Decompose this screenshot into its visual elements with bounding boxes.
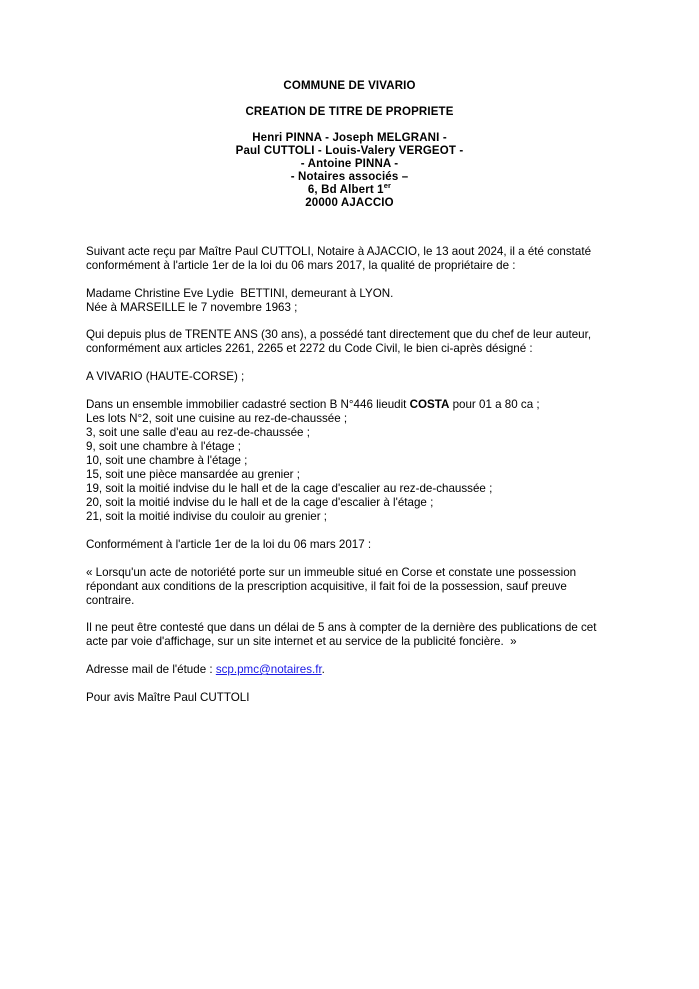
header-address-text: 6, Bd Albert 1: [307, 184, 384, 196]
paragraph-citation-line-3: contraire.: [86, 593, 135, 607]
paragraph-acte-line-2: conformément à l'article 1er de la loi du 06 mars 2017, la qualité de propriétaire de :: [86, 259, 516, 273]
cadastre-prefix: Dans un ensemble immobilier cadastré section B N°446 lieudit: [86, 397, 410, 411]
paragraph-acte: [86, 245, 613, 273]
paragraph-personne-line-2: Née à MARSEILLE le 7 novembre 1963 ;: [86, 300, 298, 314]
paragraph-possession: [86, 328, 613, 356]
notaire-line-4: - Notaires associés –: [290, 171, 409, 183]
paragraph-signature-line-1: Pour avis Maître Paul CUTTOLI: [86, 690, 250, 704]
cadastre-lieudit: COSTA: [409, 397, 450, 411]
paragraph-possession-line-1: Qui depuis plus de TRENTE ANS (30 ans), a possédé tant directement que du chef de leur auteur,: [86, 328, 592, 342]
lot-item: 21, soit la moitié indivise du couloir au grenier ;: [86, 510, 328, 524]
lot-item: 3, soit une salle d'eau au rez-de-chaussée ;: [86, 425, 310, 439]
header-spacer-2: [0, 119, 699, 132]
lot-item: 10, soit une chambre à l'étage ;: [86, 454, 248, 468]
paragraph-citation: [86, 566, 613, 608]
header-spacer-1: [0, 93, 699, 106]
lot-item: 15, soit une pièce mansardée au grenier ;: [86, 468, 300, 482]
paragraph-signature: [86, 691, 613, 705]
page-title: CREATION DE TITRE DE PROPRIETE: [245, 106, 454, 118]
document-body: [86, 245, 613, 705]
paragraph-citation-line-2: répondant aux conditions de la prescription acquisitive, il fait foi de la possession, sauf preuve: [86, 579, 567, 593]
lot-item: 20, soit la moitié indvise du le hall et de la cage d'escalier à l'étage ;: [86, 496, 434, 510]
paragraph-possession-line-2: conformément aux articles 2261, 2265 et 2272 du Code Civil, le bien ci-après désigné :: [86, 342, 533, 356]
cadastre-reference-line: [86, 398, 613, 412]
paragraph-delai-line-2: acte par voie d'affichage, sur un site internet et au service de la publicité foncière. »: [86, 635, 517, 649]
paragraph-personne: [86, 287, 613, 315]
paragraph-lieu: [86, 370, 613, 384]
paragraph-conformement: [86, 538, 613, 552]
lot-item: 19, soit la moitié indvise du le hall et de la cage d'escalier au rez-de-chaussée ;: [86, 482, 493, 496]
paragraph-mail: [86, 663, 613, 677]
paragraph-conformement-line-1: Conformément à l'article 1er de la loi du 06 mars 2017 :: [86, 538, 372, 551]
paragraph-cadastre: [86, 398, 613, 525]
paragraph-acte-line-1: Suivant acte reçu par Maître Paul CUTTOLI, Notaire à AJACCIO, le 13 aout 2024, il a été constaté: [86, 245, 592, 258]
paragraph-personne-line-1: Madame Christine Eve Lydie BETTINI, demeurant à LYON.: [86, 286, 394, 300]
paragraph-delai: [86, 621, 613, 649]
paragraph-delai-line-1: Il ne peut être contesté que dans un délai de 5 ans à compter de la dernière des publications de cet: [86, 621, 597, 635]
header-commune: COMMUNE DE VIVARIO: [283, 80, 416, 92]
header-address-ordinal-suffix: er: [383, 181, 392, 191]
cadastre-suffix: pour 01 a 80 ca ;: [449, 397, 540, 411]
notaire-line-1: Henri PINNA - Joseph MELGRANI -: [252, 132, 447, 144]
notaire-line-3: - Antoine PINNA -: [300, 158, 399, 170]
lot-item: 9, soit une chambre à l'étage ;: [86, 439, 241, 453]
lot-item: Les lots N°2, soit une cuisine au rez-de-chaussée ;: [86, 411, 348, 425]
paragraph-lieu-line-1: A VIVARIO (HAUTE-CORSE) ;: [86, 370, 245, 384]
notaire-line-2: Paul CUTTOLI - Louis-Valery VERGEOT -: [235, 145, 464, 157]
mail-line: [86, 663, 613, 677]
header-address: [0, 181, 699, 197]
paragraph-citation-line-1: « Lorsqu'un acte de notoriété porte sur un immeuble situé en Corse et constate une possession: [86, 565, 577, 579]
email-link[interactable]: scp.pmc@notaires.fr: [215, 663, 322, 677]
header-city: 20000 AJACCIO: [305, 197, 394, 209]
mail-label: Adresse mail de l'étude :: [86, 663, 216, 677]
document-header: [0, 80, 699, 210]
mail-suffix: .: [321, 663, 325, 677]
